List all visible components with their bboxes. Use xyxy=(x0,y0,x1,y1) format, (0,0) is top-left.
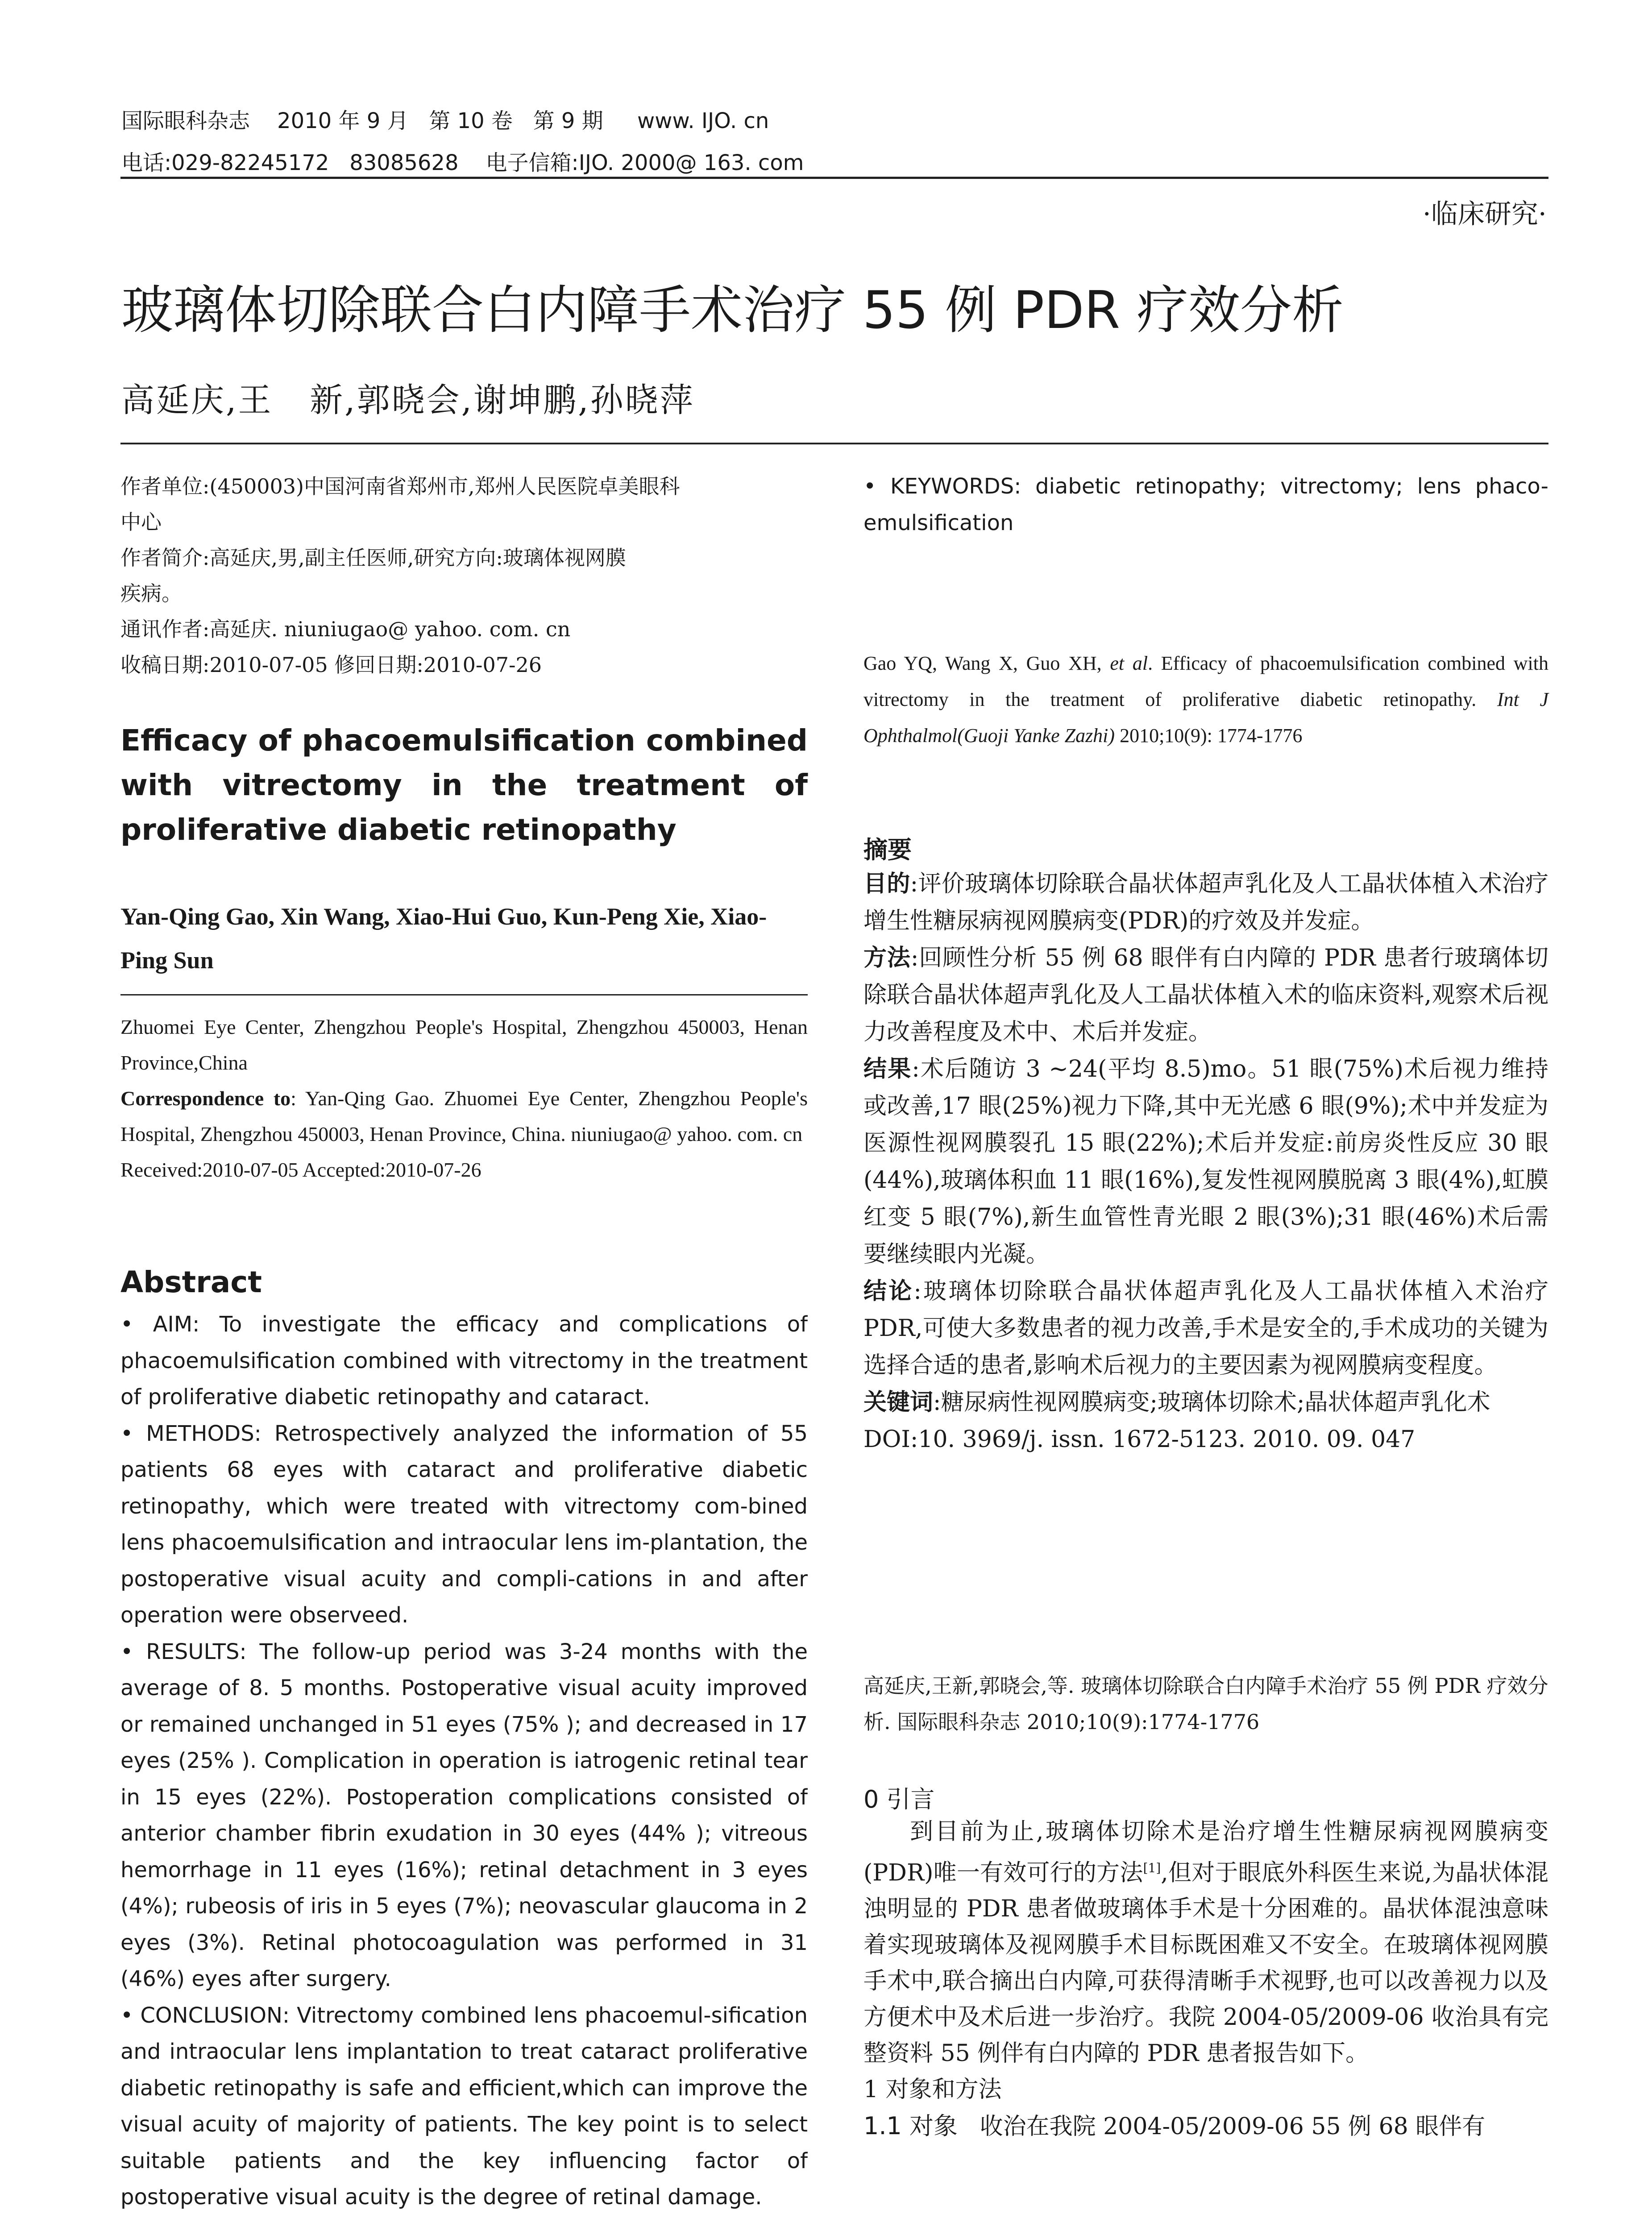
abstract-zh-aim xyxy=(863,866,1548,940)
intro-heading: 0 引言 xyxy=(863,1785,935,1813)
abstract-zh-methods xyxy=(863,940,1548,1051)
intro-text-b: ,但对于眼底外科医生来说,为晶状体混浊明显的 PDR 患者做玻璃体手术是十分困难的。晶状体混浊意味着实现玻璃体及视网膜手术目标既困难又不安全。在玻璃体视网膜手术中,联合摘出白内障,可获得清晰手术视野,也可以改善视力以及方便术中及术后进一步治疗。我院 2004-05/2009-06 收治具有完整资料 55 例伴有白内障的 PDR 患者报告如下。 xyxy=(863,1859,1548,2067)
intro-text-a: 到目前为止,玻璃体切除术是治疗增生性糖尿病视网膜病变(PDR)唯一有效可行的方法 xyxy=(863,1818,1548,1887)
label-results: 结果 xyxy=(863,1056,912,1082)
correspondence-text: : Yan-Qing Gao. Zhuomei Eye Center, Zhengzhou People's Hospital, Zhengzhou 450003, Henan Province, China. niuniugao@ yahoo. com. cn xyxy=(120,1087,808,1145)
abstract-zh-results-text: :术后随访 3 ~24(平均 8.5)mo。51 眼(75%)术后视力维持或改善,17 眼(25%)视力下降,其中无光感 6 眼(9%);术中并发症为医源性视网膜裂孔 15 眼(22%);术后并发症:前房炎性反应 30 眼(44%),玻璃体积血 11 眼(16%),复发性视网膜脱离 3 眼(4%),虹膜红变 5 眼(7%),新生血管性青光眼 2 眼(3%);31 眼(46%)术后需要继续眼内光凝。 xyxy=(863,1056,1548,1268)
author-info-line: 作者单位:(450003)中国河南省郑州市,郑州人民医院卓美眼科 xyxy=(120,474,680,498)
citation-en-etal: et al xyxy=(1110,652,1148,674)
citation-zh-text: 高延庆,王新,郭晓会,等. 玻璃体切除联合白内障手术治疗 55 例 PDR 疗效分析. 国际眼科杂志 2010;10(9):1774-1776 xyxy=(863,1674,1548,1734)
author-info-line: 中心 xyxy=(120,510,162,534)
abstract-results: • RESULTS: The follow-up period was 3-24 months with the average of 8. 5 months. Postoperative visual acuity improved or remained unchanged in 51 eyes (75% ); and decreased in 17 eyes (25% ). Complication in operation is iatrogenic retinal tear in 15 eyes (22%). Postoperation complications consisted of anterior chamber fibrin exudation in 30 eyes (44% ); vitreous hemorrhage in 11 eyes (16%); retinal detachment in 3 eyes (4%); rubeosis of iris in 5 eyes (7%); neovascular glaucoma in 2 eyes (3%). Retinal photocoagulation was performed in 31 (46%) eyes after surgery. xyxy=(120,1639,808,1991)
abstract-zh-results xyxy=(863,1051,1548,1273)
abstract-methods: • METHODS: Retrospectively analyzed the information of 55 patients 68 eyes with cataract and proliferative diabetic retinopathy, which were treated with vitrectomy com-bined lens phacoemulsification and intraocular lens im-plantation, the postoperative visual acuity and compli-cations in and after operation were observeed. xyxy=(120,1421,808,1628)
abstract-en-right xyxy=(863,469,1548,541)
section-heading-methods: 1 对象和方法 xyxy=(863,2076,1002,2103)
doi: DOI:10. 3969/j. issn. 1672-5123. 2010. 09. 047 xyxy=(863,1426,1415,1453)
authors-rule xyxy=(120,994,808,995)
affiliation xyxy=(120,1009,808,1188)
abstract-zh-conclusion xyxy=(863,1273,1548,1384)
section-tag: ·临床研究· xyxy=(1422,199,1547,230)
label-conclusion: 结论 xyxy=(863,1278,914,1305)
abstract-heading: Abstract xyxy=(120,1265,262,1299)
abstract-keywords: • KEYWORDS: diabetic retinopathy; vitrectomy; lens phaco-emulsification xyxy=(863,474,1548,535)
english-title: Efficacy of phacoemulsification combined with vitrectomy in the treatment of proliferative diabetic retinopathy xyxy=(120,723,808,847)
journal-header-line2: 电话:029-82245172 83085628 电子信箱:IJO. 2000@ 163. com xyxy=(121,150,804,175)
citation-en-volume: 2010;10(9): 1774-1776 xyxy=(1115,725,1303,746)
citation-en-authors: Gao YQ, Wang X, Guo XH, xyxy=(863,652,1110,674)
abstract-zh-heading: 摘要 xyxy=(863,836,912,864)
label-keywords: 关键词 xyxy=(863,1389,934,1416)
author-info xyxy=(120,469,808,683)
abstract-zh xyxy=(863,866,1548,1458)
reference-marker: [1] xyxy=(1143,1861,1161,1875)
abstract-en-left xyxy=(120,1306,808,2231)
abstract-conclusion: • CONCLUSION: Vitrectomy combined lens phacoemul-sification and intraocular lens implantation to treat cataract proliferative diabetic retinopathy is safe and efficient,which can improve the visual acuity of majority of patients. The key point is to select suitable patients and the key influencing factor of postoperative visual acuity is the degree of retinal damage. xyxy=(120,2003,808,2210)
subsection-heading: 1.1 对象 xyxy=(863,2112,958,2140)
english-authors: Yan-Qing Gao, Xin Wang, Xiao-Hui Guo, Kun-Peng Xie, Xiao-Ping Sun xyxy=(120,903,767,974)
article-title: 玻璃体切除联合白内障手术治疗 55 例 PDR 疗效分析 xyxy=(121,280,1344,340)
correspondence-label: Correspondence to xyxy=(120,1087,291,1110)
citation-en xyxy=(863,645,1548,754)
correspondence xyxy=(120,1081,808,1152)
intro-body xyxy=(863,1814,1548,2145)
abstract-zh-keywords-text: :糖尿病性视网膜病变;玻璃体切除术;晶状体超声乳化术 xyxy=(933,1389,1490,1416)
citation-zh xyxy=(863,1668,1548,1740)
author-info-line: 作者简介:高延庆,男,副主任医师,研究方向:玻璃体视网膜 xyxy=(120,546,626,570)
abstract-zh-aim-text: :评价玻璃体切除联合晶状体超声乳化及人工晶状体植入术治疗增生性糖尿病视网膜病变(PDR)的疗效及并发症。 xyxy=(863,871,1548,934)
header-rule xyxy=(120,177,1548,179)
citation-en-title: . Efficacy of phacoemulsification combined with vitrectomy in the treatment of proliferative diabetic retinopathy. xyxy=(863,652,1548,710)
citation-en-journal: Int J Ophthalmol(Guoji Yanke Zazhi) xyxy=(863,688,1548,746)
title-rule xyxy=(120,443,1548,444)
authors-zh: 高延庆,王 新,郭晓会,谢坤鹏,孙晓萍 xyxy=(121,381,695,419)
received-accepted-dates: Received:2010-07-05 Accepted:2010-07-26 xyxy=(120,1158,481,1181)
author-info-line: 收稿日期:2010-07-05 修回日期:2010-07-26 xyxy=(120,653,542,677)
abstract-zh-methods-text: :回顾性分析 55 例 68 眼伴有白内障的 PDR 患者行玻璃体切除联合晶状体超声乳化及人工晶状体植入术的临床资料,观察术后视力改善程度及术中、术后并发症。 xyxy=(863,945,1548,1045)
abstract-zh-keywords xyxy=(863,1384,1548,1421)
intro-paragraph xyxy=(863,1814,1548,2072)
label-aim: 目的 xyxy=(863,871,910,897)
citation-en-text xyxy=(863,645,1548,754)
abstract-aim: • AIM: To investigate the efficacy and complications of phacoemulsification combined with vitrectomy in the treatment of proliferative diabetic retinopathy and cataract. xyxy=(120,1312,808,1410)
author-info-line: 通讯作者:高延庆. niuniugao@ yahoo. com. cn xyxy=(120,617,571,641)
author-info-line: 疾病。 xyxy=(120,581,182,605)
subsection-subjects xyxy=(863,2108,1548,2145)
affiliation-address: Zhuomei Eye Center, Zhengzhou People's Hospital, Zhengzhou 450003, Henan Province,China xyxy=(120,1016,808,1074)
journal-header-line1: 国际眼科杂志 2010 年 9 月 第 10 卷 第 9 期 www. IJO. cn xyxy=(121,108,769,133)
abstract-zh-conclusion-text: :玻璃体切除联合晶状体超声乳化及人工晶状体植入术治疗 PDR,可使大多数患者的视力改善,手术是安全的,手术成功的关键为选择合适的患者,影响术后视力的主要因素为视网膜病变程度。 xyxy=(863,1278,1548,1379)
subsection-text: 收治在我院 2004-05/2009-06 55 例 68 眼伴有 xyxy=(958,2113,1486,2140)
label-methods: 方法 xyxy=(863,945,911,971)
